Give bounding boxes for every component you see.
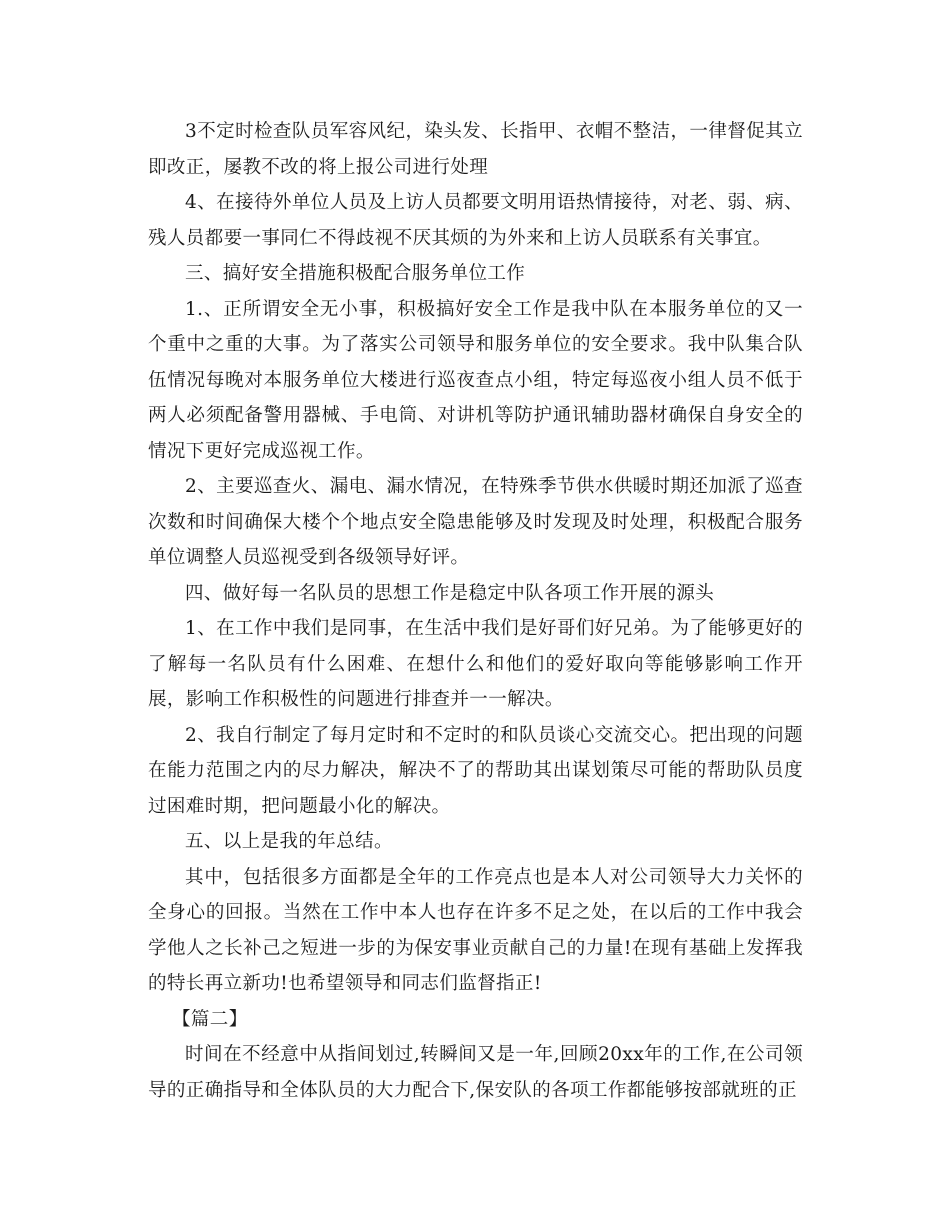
paragraph-safety-patrol: 1.、正所谓安全无小事，积极搞好安全工作是我中队在本服务单位的又一个重中之重的大事。为了落实公司领导和服务单位的安全要求。我中队集合队伍情况每晚对本服务单位大楼进行巡夜查点小组，特定每巡夜小组人员不低于两人必须配备警用器械、手电筒、对讲机等防护通讯辅助器材确保自身安全的情况下更好完成巡视工作。 bbox=[148, 298, 803, 462]
section-heading-four: 四、做好每一名队员的思想工作是稳定中队各项工作开展的源头 bbox=[185, 582, 715, 604]
paragraph-inspection-fire-water: 2、主要巡查火、漏电、漏水情况，在特殊季节供水供暖时期还加派了巡查次数和时间确保大楼个个地点安全隐患能够及时发现及时处理，积极配合服务单位调整人员巡视受到各级领导好评。 bbox=[148, 476, 803, 568]
paragraph-colleagues: 1、在工作中我们是同事，在生活中我们是好哥们好兄弟。为了能够更好的了解每一名队员有什么困难、在想什么和他们的爱好取向等能够影响工作开展，影响工作积极性的问题进行排查并一一解决。 bbox=[148, 618, 803, 710]
paragraph-monthly-talks: 2、我自行制定了每月定时和不定时的和队员谈心交流交心。把出现的问题在能力范围之内的尽力解决，解决不了的帮助其出谋划策尽可能的帮助队员度过困难时期，把问题最小化的解决。 bbox=[148, 724, 803, 817]
paragraph-summary: 其中，包括很多方面都是全年的工作亮点也是本人对公司领导大力关怀的全身心的回报。当然在工作中本人也存在许多不足之处，在以后的工作中我会学他人之长补己之短进一步的为保安事业贡献自己的力量!在现有基础上发挥我的特长再立新功!也希望领导和同志们监督指正! bbox=[148, 866, 803, 994]
section-heading-five: 五、以上是我的年总结。 bbox=[185, 831, 393, 852]
section-heading-three: 三、搞好安全措施积极配合服务单位工作 bbox=[185, 263, 526, 284]
paragraph-inspection: 3不定时检查队员军容风纪，染头发、长指甲、衣帽不整洁，一律督促其立即改正，屡教不改的将上报公司进行处理 bbox=[148, 121, 803, 178]
document-body bbox=[148, 114, 803, 1108]
part-two-heading: 【篇二】 bbox=[172, 1008, 248, 1030]
paragraph-reception: 4、在接待外单位人员及上访人员都要文明用语热情接待，对老、弱、病、残人员都要一事同仁不得歧视不厌其烦的为外来和上访人员联系有关事宜。 bbox=[148, 192, 803, 249]
paragraph-part-two-intro: 时间在不经意中从指间划过,转瞬间又是一年,回顾20xx年的工作,在公司领导的正确指导和全体队员的大力配合下,保安队的各项工作都能够按部就班的正 bbox=[148, 1044, 803, 1101]
